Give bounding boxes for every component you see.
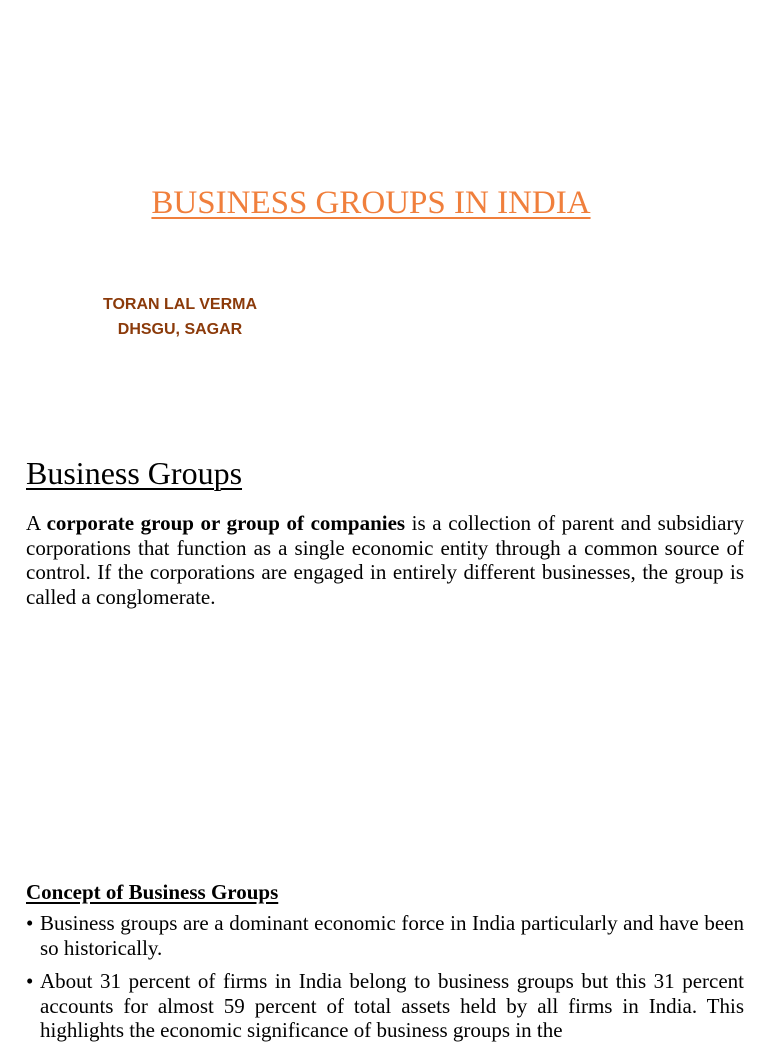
bullet-icon: • — [26, 911, 34, 935]
list-item — [26, 969, 744, 1043]
definition-paragraph — [26, 511, 744, 609]
definition-lead: A — [26, 511, 47, 535]
slide-heading: Concept of Business Groups — [26, 880, 279, 904]
bullet-icon: • — [26, 969, 34, 993]
bullet-text: About 31 percent of firms in India belong to business groups but this 31 percent accounts for almost 59 percent of total assets held by all firms in India. This highlights the economic significance of business groups in the — [40, 969, 744, 1042]
definition-term: corporate group or group of companies — [46, 511, 406, 535]
definition-slide — [0, 430, 768, 860]
author-affiliation: DHSGU, SAGAR — [117, 321, 243, 338]
concept-slide — [0, 860, 768, 1042]
presentation-title: BUSINESS GROUPS IN INDIA — [151, 185, 591, 221]
bullet-text: Business groups are a dominant economic force in India particularly and have been so historically. — [40, 911, 744, 960]
list-item — [26, 911, 744, 960]
definition-body: is a collection of parent and subsidiary corporations that function as a single economic entity through a common source of control. If the corporations are engaged in entirely different businesses, the group is called a conglomerate. — [26, 511, 744, 609]
author-block — [80, 292, 280, 342]
title-slide — [0, 0, 768, 430]
bullet-list — [26, 911, 744, 1052]
slide-heading: Business Groups — [26, 455, 243, 491]
author-name: TORAN LAL VERMA — [102, 296, 258, 313]
